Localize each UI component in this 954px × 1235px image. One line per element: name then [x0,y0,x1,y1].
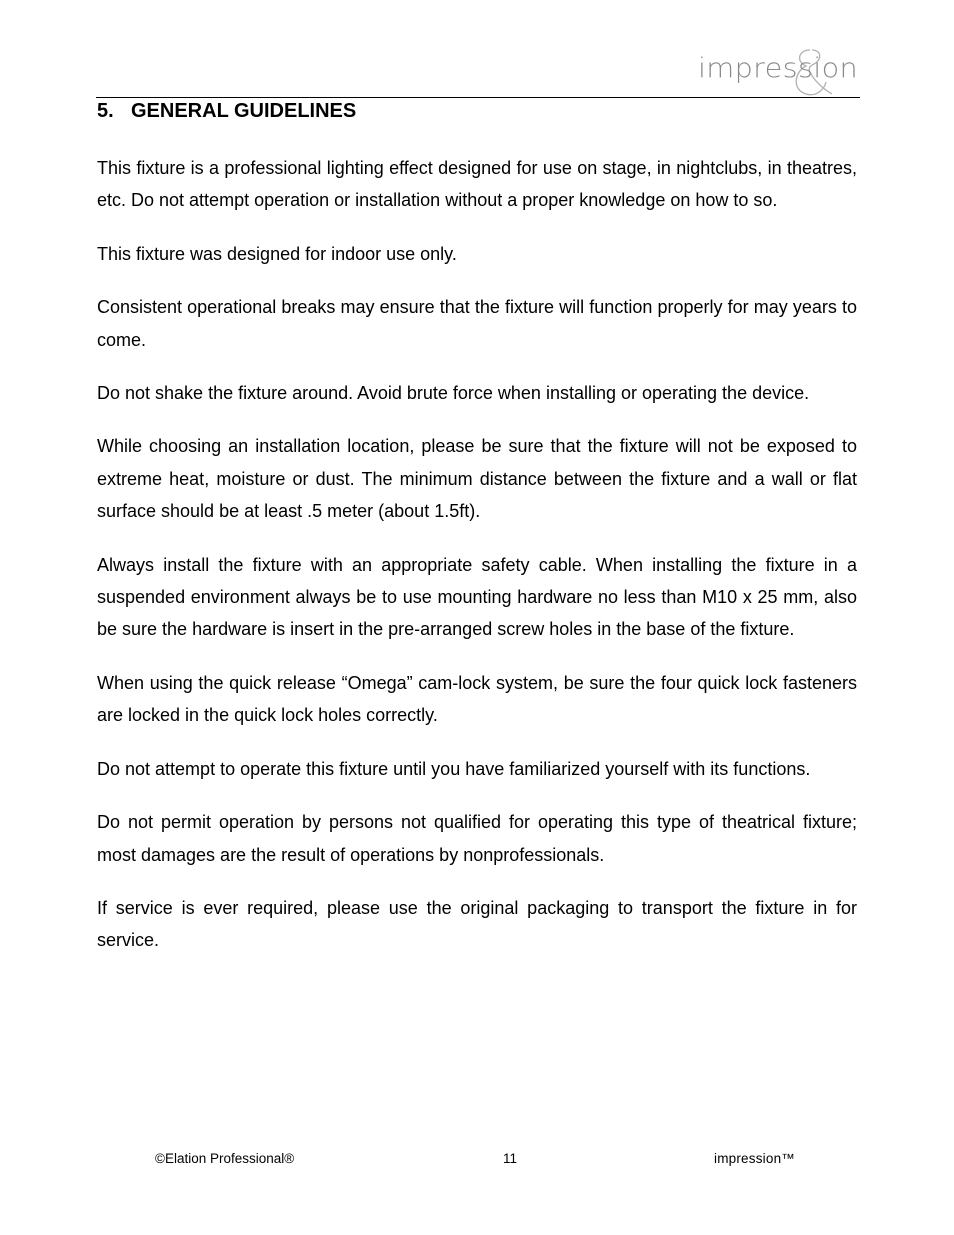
paragraph-professional-use: This fixture is a professional lighting effect designed for use on stage, in nightclubs, in theatres, etc. Do not attempt operation or installation without a proper knowledge on how to so. [97,158,857,211]
paragraph-indoor-use: This fixture was designed for indoor use only. [97,243,457,264]
paragraph-operational-breaks: Consistent operational breaks may ensure that the fixture will function properly for may years to come. [97,297,857,350]
paragraph-familiarize: Do not attempt to operate this fixture until you have familiarized yourself with its functions. [97,758,811,779]
footer-product: impression™ [714,1151,795,1166]
impression-logo [698,46,864,100]
paragraph-service-packaging: If service is ever required, please use the original packaging to transport the fixture in for service. [97,897,857,951]
section-title: GENERAL GUIDELINES [131,100,357,122]
footer-page-number: 11 [503,1151,518,1166]
logo-wordmark: impression [698,53,858,84]
paragraph-qualified-persons: Do not permit operation by persons not qualified for operating this type of theatrical fixture; most damages are the result of operations by nonprofessionals. [97,812,857,865]
footer-copyright: ©Elation Professional® [155,1151,295,1166]
page-footer [0,1151,954,1169]
section-number: 5. [97,100,114,122]
paragraph-omega-cam-lock: When using the quick release “Omega” cam-lock system, be sure the four quick lock fasteners are locked in the quick lock holes correctly. [97,672,857,726]
paragraph-installation-location: While choosing an installation location, please be sure that the fixture will not be exposed to extreme heat, moisture or dust. The minimum distance between the fixture and a wall or flat surface should be at least .5 meter (about 1.5ft). [97,436,857,522]
paragraph-safety-cable: Always install the fixture with an appropriate safety cable. When installing the fixture in a suspended environment always be to use mounting hardware no less than M10 x 25 mm, also be sure the hardware is insert in the pre-arranged screw holes in the base of the fixture. [97,554,857,640]
paragraph-no-shaking: Do not shake the fixture around. Avoid brute force when installing or operating the device. [97,383,810,404]
guidelines-body [97,152,857,978]
header-rule [96,97,860,98]
section-heading [97,99,356,123]
